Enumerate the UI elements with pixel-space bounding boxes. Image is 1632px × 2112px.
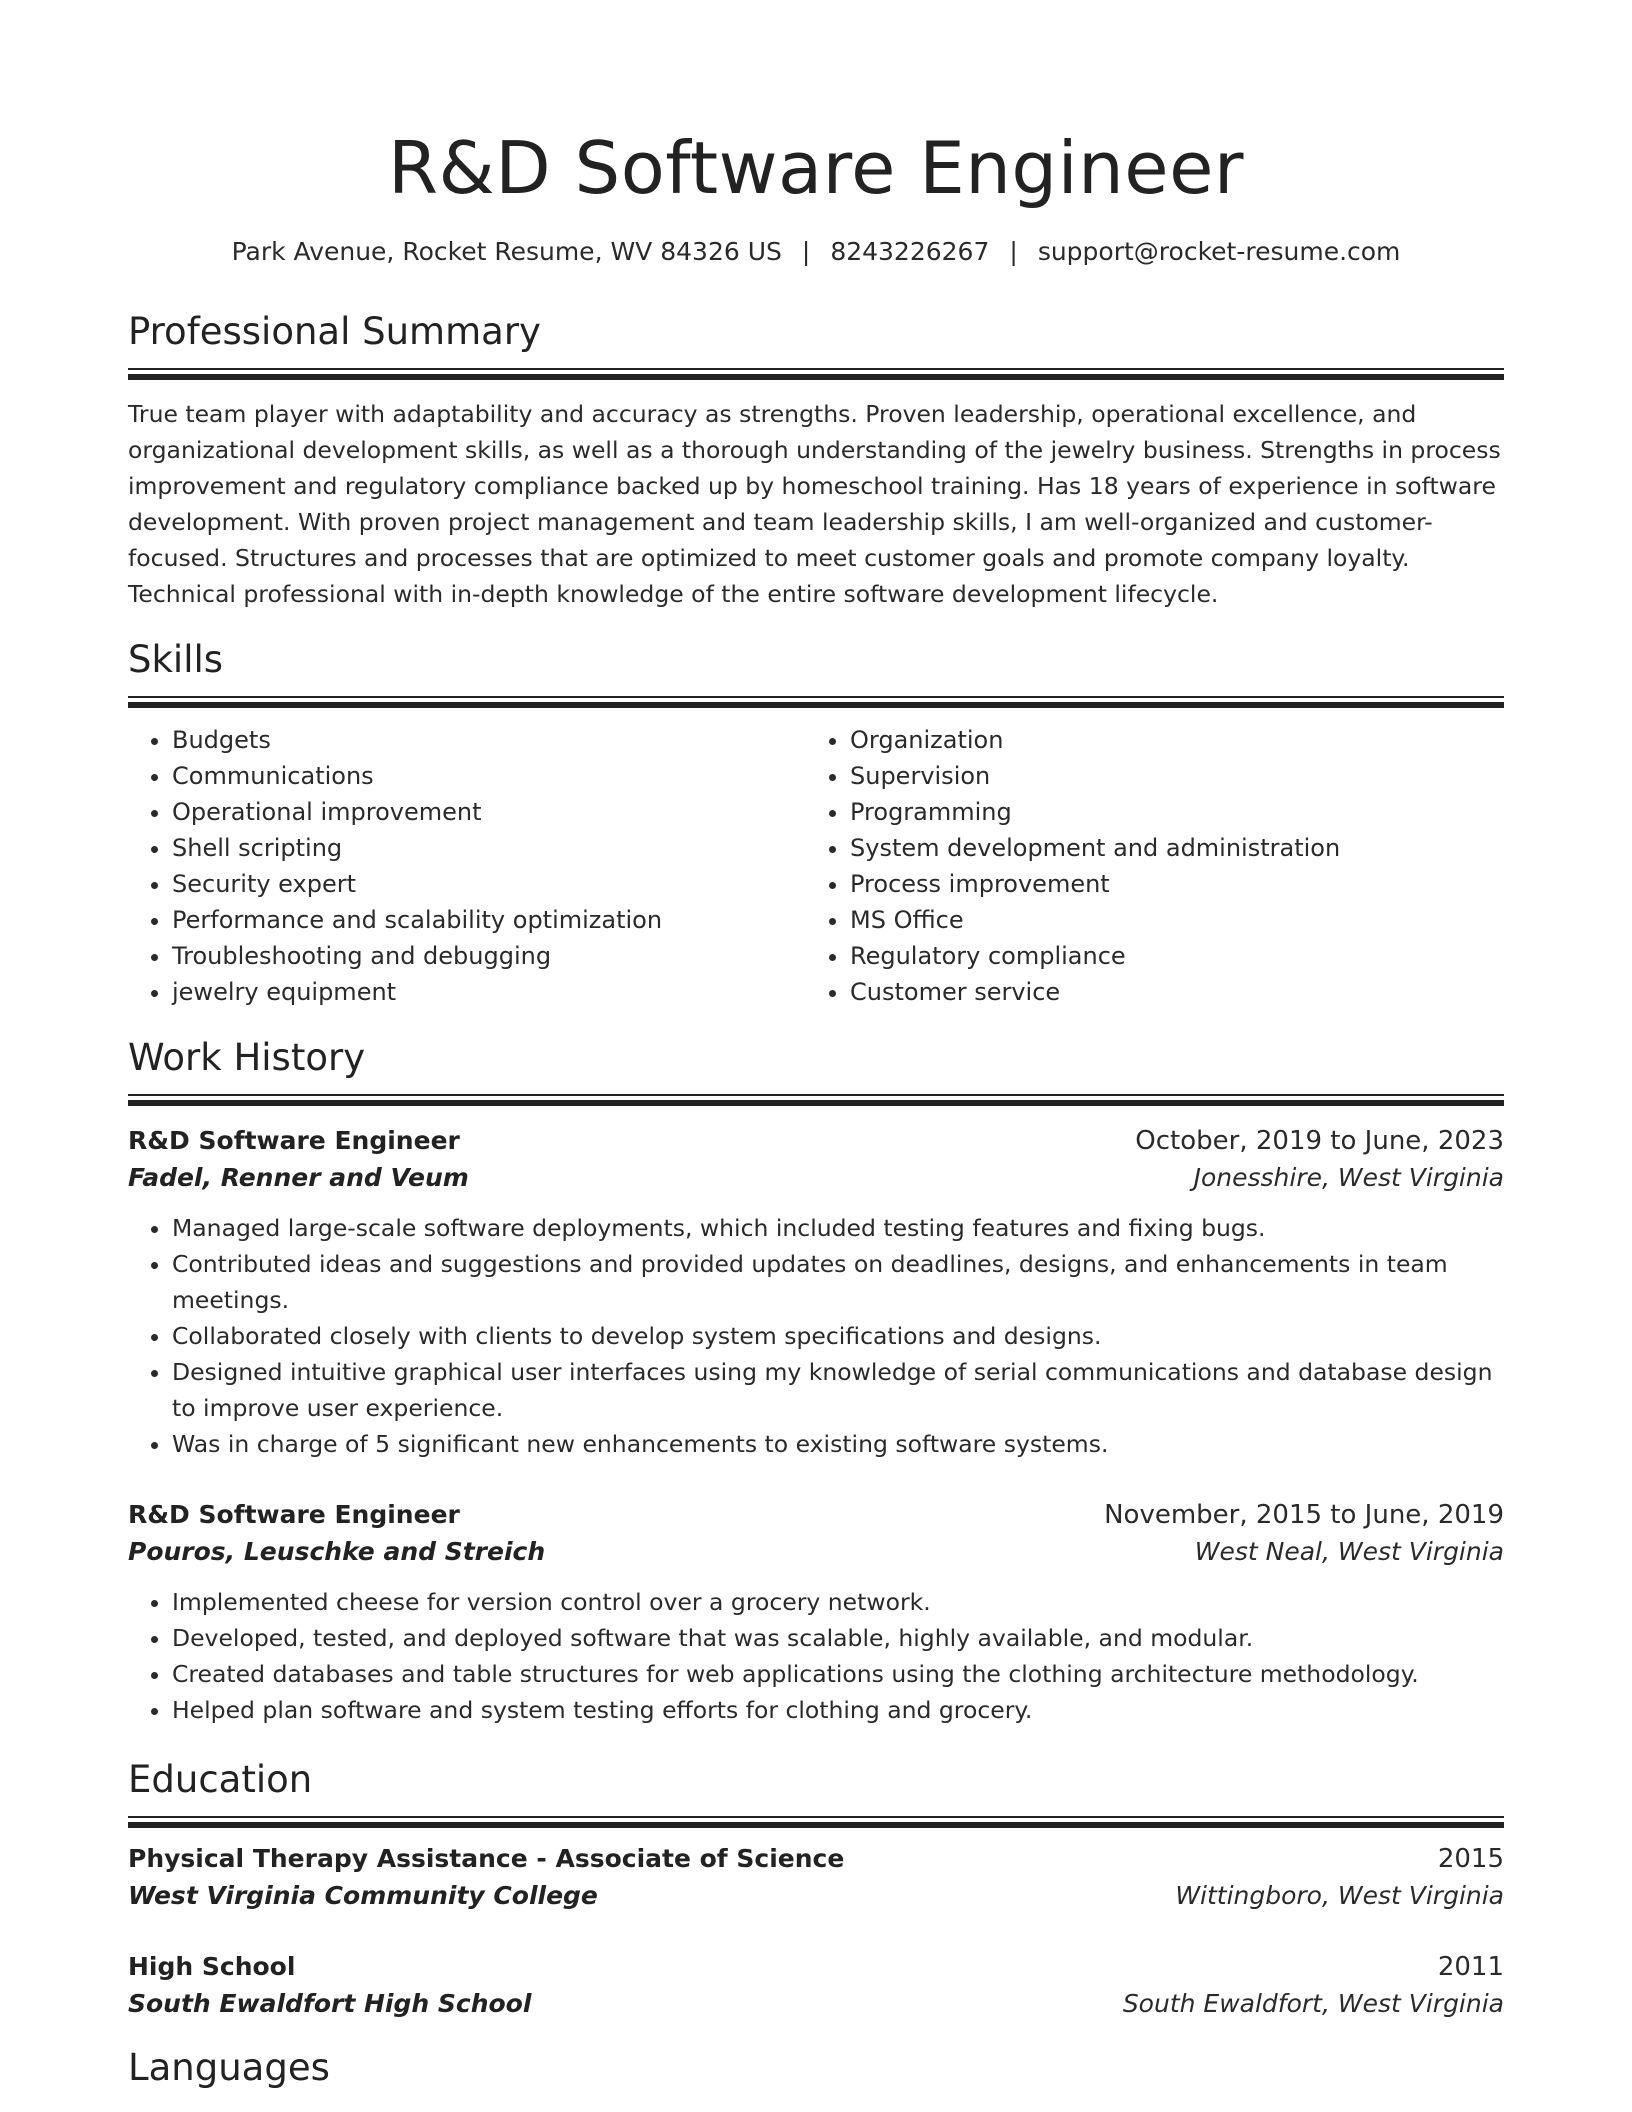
skill-item: • Operational improvement — [172, 794, 806, 830]
education-header-row — [128, 1948, 1504, 1986]
skills-right-list — [806, 722, 1484, 1010]
skills-columns — [128, 722, 1504, 1010]
job-location: Jonesshire, West Virginia — [1193, 1162, 1504, 1192]
skill-item: • Regulatory compliance — [850, 938, 1484, 974]
education-year: 2015 — [1437, 1843, 1504, 1874]
job-bullets — [128, 1584, 1504, 1728]
contact-phone: 8243226267 — [830, 237, 990, 266]
skills-section — [128, 636, 1504, 1010]
summary-section — [128, 308, 1504, 612]
languages-section — [128, 2044, 1504, 2092]
skill-item: • Programming — [850, 794, 1484, 830]
job-location: West Neal, West Virginia — [1194, 1536, 1504, 1566]
job-company-row — [128, 1160, 1504, 1196]
education-location: Wittingboro, West Virginia — [1175, 1880, 1504, 1910]
skill-item: • Shell scripting — [172, 830, 806, 866]
skill-item: • Process improvement — [850, 866, 1484, 902]
contact-separator: | — [1009, 237, 1018, 266]
contact-email: support@rocket-resume.com — [1037, 237, 1401, 266]
job-company: Fadel, Renner and Veum — [128, 1162, 469, 1192]
education-school: South Ewaldfort High School — [128, 1988, 532, 2018]
skills-heading: Skills — [128, 637, 224, 681]
job-bullet: • Managed large-scale software deployments, which included testing features and fixing bugs. — [172, 1210, 1504, 1246]
contact-line — [128, 236, 1504, 268]
job-header-row — [128, 1122, 1504, 1160]
skill-item: • jewelry equipment — [172, 974, 806, 1010]
job-company: Pouros, Leuschke and Streich — [128, 1536, 546, 1566]
skill-item: • Budgets — [172, 722, 806, 758]
contact-separator: | — [801, 237, 811, 266]
education-school-row — [128, 1986, 1504, 2022]
skill-item: • Performance and scalability optimization — [172, 902, 806, 938]
education-header-row — [128, 1840, 1504, 1878]
work-history-heading: Work History — [128, 1035, 366, 1079]
job-bullet: • Designed intuitive graphical user interfaces using my knowledge of serial communications and database design to improve user experience. — [172, 1354, 1504, 1426]
skill-item: • Supervision — [850, 758, 1484, 794]
skill-item: • Customer service — [850, 974, 1484, 1010]
job-bullet: • Created databases and table structures for web applications using the clothing architecture methodology. — [172, 1656, 1504, 1692]
job-company-row — [128, 1534, 1504, 1570]
work-history-section — [128, 1034, 1504, 1728]
education-section — [128, 1756, 1504, 2022]
job-dates: November, 2015 to June, 2019 — [1104, 1499, 1504, 1530]
section-divider — [128, 696, 1504, 706]
skill-item: • Troubleshooting and debugging — [172, 938, 806, 974]
education-degree: High School — [128, 1951, 296, 1981]
resume-name: R&D Software Engineer — [388, 126, 1244, 210]
education-degree: Physical Therapy Assistance - Associate of Science — [128, 1843, 845, 1873]
job-bullet: • Helped plan software and system testing efforts for clothing and grocery. — [172, 1692, 1504, 1728]
education-entry — [128, 1840, 1504, 1914]
job-bullet: • Developed, tested, and deployed software that was scalable, highly available, and modular. — [172, 1620, 1504, 1656]
education-location: South Ewaldfort, West Virginia — [1122, 1988, 1504, 2018]
job-bullet: • Contributed ideas and suggestions and provided updates on deadlines, designs, and enhancements in team meetings. — [172, 1246, 1504, 1318]
education-heading: Education — [128, 1757, 313, 1801]
section-divider — [128, 368, 1504, 378]
skill-item: • MS Office — [850, 902, 1484, 938]
skill-item: • Communications — [172, 758, 806, 794]
education-school: West Virginia Community College — [128, 1880, 598, 1910]
job-entry — [128, 1122, 1504, 1462]
job-bullet: • Was in charge of 5 significant new enhancements to existing software systems. — [172, 1426, 1504, 1462]
job-title: R&D Software Engineer — [128, 1125, 460, 1155]
job-bullet: • Collaborated closely with clients to develop system specifications and designs. — [172, 1318, 1504, 1354]
job-bullets — [128, 1210, 1504, 1462]
job-dates: October, 2019 to June, 2023 — [1135, 1125, 1504, 1156]
languages-heading: Languages — [128, 2045, 330, 2089]
education-school-row — [128, 1878, 1504, 1914]
skill-item: • Security expert — [172, 866, 806, 902]
summary-text: True team player with adaptability and accuracy as strengths. Proven leadership, operational excellence, and organizational development skills, as well as a thorough understanding of the jewelry business. Strengths in process improvement and regulatory compliance backed up by homeschool training. Has 18 years of experience in software development. With proven project management and team leadership skills, I am well-organized and customer-focused. Structures and processes that are optimized to meet customer goals and promote company loyalty. Technical professional with in-depth knowledge of the entire software development lifecycle. — [128, 400, 1501, 608]
education-entry — [128, 1948, 1504, 2022]
job-header-row — [128, 1496, 1504, 1534]
job-title: R&D Software Engineer — [128, 1499, 460, 1529]
skills-left-list — [128, 722, 806, 1010]
section-divider — [128, 1094, 1504, 1104]
job-entry — [128, 1496, 1504, 1728]
summary-heading: Professional Summary — [128, 310, 541, 353]
resume-page — [128, 0, 1504, 2092]
job-bullet: • Implemented cheese for version control over a grocery network. — [172, 1584, 1504, 1620]
skill-item: • System development and administration — [850, 830, 1484, 866]
education-year: 2011 — [1437, 1951, 1504, 1982]
contact-address: Park Avenue, Rocket Resume, WV 84326 US — [231, 237, 782, 266]
skill-item: • Organization — [850, 722, 1484, 758]
section-divider — [128, 1816, 1504, 1826]
